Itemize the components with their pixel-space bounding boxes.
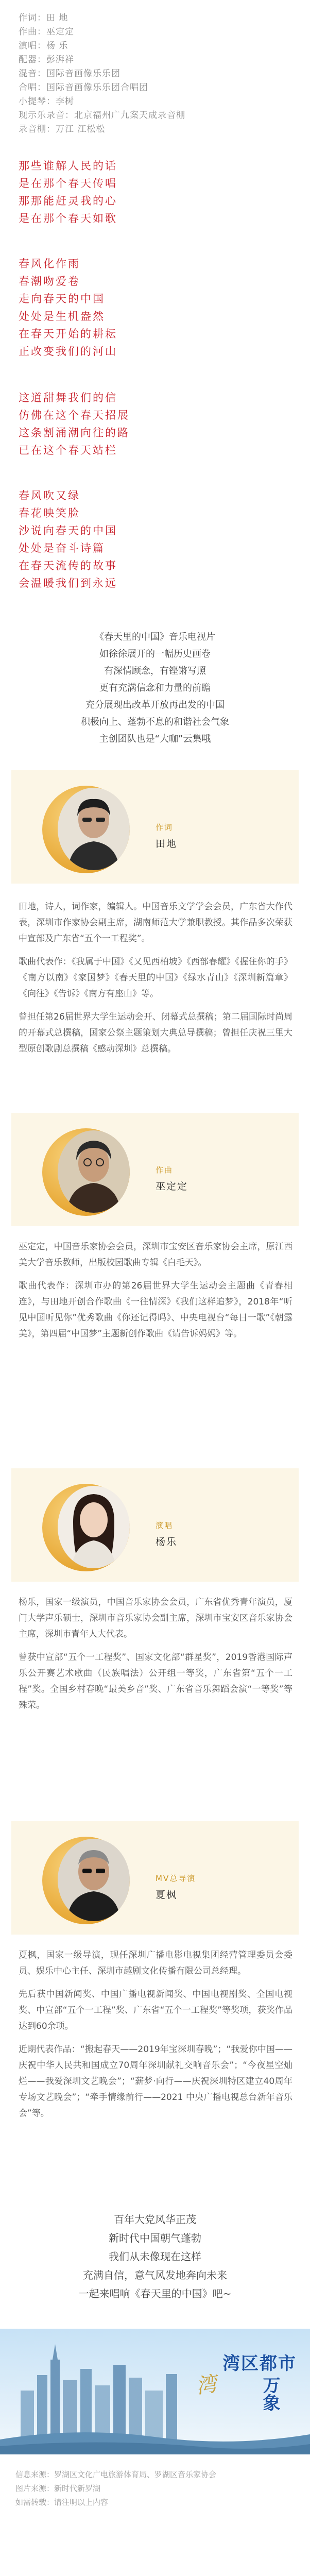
song-credits	[19, 11, 286, 137]
lyric-line: 会温暖我们到永远	[19, 577, 117, 589]
portrait-icon	[58, 1839, 130, 1921]
credit-line: 配器：彭湃祥	[19, 55, 74, 65]
person-name: 杨乐	[156, 1536, 178, 1548]
lyric-line: 沙说向春天的中国	[19, 524, 117, 537]
lyric-line: 处处是生机盎然	[19, 310, 105, 323]
portrait-icon	[58, 788, 130, 870]
lyric-line: 在春天流传的故事	[19, 560, 117, 572]
lyric-line: 是在那个春天如歌	[19, 212, 117, 225]
closing-line: 一起来唱响《春天里的中国》吧~	[78, 2287, 232, 2300]
bio-paragraph: 歌曲代表作：深圳市办的第26届世界大学生运动会主题曲《青春相连》，与田地开创合作歌曲《一往情深》《我们这样追梦》，2018年“听见中国听见你”优秀歌曲《你还记得吗》、中央电视台“每日一歌”《朝露美》，第四届“中国梦”主题新创作歌曲《请告诉妈妈》等。	[19, 1281, 292, 1339]
avatar	[58, 788, 130, 870]
lyrics-stanza-4	[19, 487, 286, 592]
credit-line: 混音：国际音画像乐乐团	[19, 69, 120, 79]
person-name: 巫定定	[156, 1181, 188, 1192]
credit-line: 现示乐录音：北京福州广九案天成录音棚	[19, 110, 185, 121]
person-role: MV总导演	[156, 1874, 196, 1883]
lyrics-stanza-3	[19, 389, 286, 459]
person-card-lyricist	[11, 770, 299, 884]
lyric-line: 那些谁解人民的话	[19, 160, 117, 172]
mv-intro	[0, 629, 310, 748]
person-card-singer	[11, 1468, 299, 1582]
bio-paragraph: 曾获中宣部“五个一工程奖”、国家文化部“群星奖”，2019香港国际声乐公开赛艺术歌曲（民族唱法）公开组一等奖，广东省第“五个一工程”奖。全国乡村春晚“最美乡音”奖、广东省音乐舞蹈会演“一等奖”等殊荣。	[19, 1652, 292, 1710]
portrait-icon	[58, 1130, 130, 1213]
credit-line: 作词：田 地	[19, 13, 68, 23]
avatar	[58, 1486, 130, 1568]
closing-line: 充满自信，意气风发地奔向未来	[83, 2269, 227, 2281]
credit-line: 小提琴：李树	[19, 96, 74, 107]
closing-line: 我们从未像现在这样	[109, 2250, 201, 2263]
person-bio-composer	[19, 1239, 292, 1349]
lyric-line: 处处是奋斗诗篇	[19, 542, 105, 554]
person-bio-lyricist	[19, 899, 292, 1064]
lyric-line: 春风化作雨	[19, 258, 80, 270]
lyric-line: 春风吹又绿	[19, 489, 80, 502]
footer-repost-note: 如需转载：请注明以上内容	[15, 2498, 109, 2507]
credit-line: 作曲：巫定定	[19, 27, 74, 37]
footer-image-source: 图片来源：新时代新罗湖	[15, 2484, 101, 2493]
intro-line: 如徐徐展开的一幅历史画卷	[99, 649, 211, 659]
closing-line: 百年大党风华正茂	[114, 2213, 196, 2226]
person-role: 作曲	[156, 1165, 174, 1175]
lyric-line: 正改变我们的河山	[19, 345, 117, 358]
banner-title: 湾区都市	[222, 2353, 297, 2374]
person-card-director	[11, 1821, 299, 1935]
person-role: 作词	[156, 823, 174, 832]
lyric-line: 那那能赶灵我的心	[19, 195, 117, 207]
avatar	[58, 1130, 130, 1213]
bio-paragraph: 巫定定，中国音乐家协会会员，深圳市宝安区音乐家协会主席，原江西美大学音乐教师，出版校园歌曲专辑《白毛天》。	[19, 1242, 292, 1268]
intro-line: 更有充满信念和力量的前瞻	[99, 683, 211, 693]
credit-line: 录音棚：万江 江松松	[19, 124, 106, 134]
person-bio-director	[19, 1947, 292, 2129]
closing-line: 新时代中国朝气蓬勃	[109, 2232, 201, 2244]
intro-line: 有深情顾念，有铿锵写照	[104, 666, 206, 676]
bio-paragraph: 田地，诗人，词作家，编辑人。中国音乐文学学会会员，广东省大作代表，深圳市作家协会副主席，湖南师范大学兼职教授。其作品多次荣获中宣部及广东省“五个一工程奖”。	[19, 902, 292, 944]
banner-subtitle: 万象	[260, 2376, 280, 2411]
footer-source: 信息来源：罗湖区文化广电旅游体育局、罗湖区音乐家协会	[15, 2470, 217, 2479]
person-card-composer	[11, 1113, 299, 1226]
lyric-line: 春潮吻爱卷	[19, 275, 80, 287]
intro-line: 充分展现出改革开放再出发的中国	[85, 700, 225, 710]
city-banner-image	[0, 2329, 310, 2454]
lyrics-stanza-1	[19, 157, 286, 227]
article-footer	[15, 2468, 299, 2510]
person-name: 夏枫	[156, 1889, 178, 1901]
closing-lines	[0, 2210, 310, 2303]
lyrics-stanza-2	[19, 255, 286, 360]
bio-paragraph: 杨乐，国家一级演员，中国音乐家协会会员，广东省优秀青年演员，厦门大学声乐硕士，深圳市音乐家协会副主席，深圳市宝安区音乐家协会主席，深圳市青年人大代表。	[19, 1597, 292, 1639]
person-role: 演唱	[156, 1521, 174, 1530]
person-bio-singer	[19, 1595, 292, 1721]
intro-line: 积极向上、蓬勃不息的和谐社会气象	[81, 717, 229, 727]
lyric-line: 这道甜舞我们的信	[19, 392, 117, 404]
lyric-line: 在春天开始的耕耘	[19, 328, 117, 340]
avatar	[58, 1839, 130, 1921]
lyric-line: 仿佛在这个春天招展	[19, 409, 130, 421]
bio-paragraph: 曾担任第26届世界大学生运动会开、闭幕式总撰稿；第二届国际时尚周的开幕式总撰稿，国家公祭主题策划大典总导撰稿；曾担任庆祝三里大型原创歌剧总撰稿《感动深圳》总撰稿。	[19, 1012, 292, 1054]
lyric-line: 走向春天的中国	[19, 293, 105, 305]
lyric-line: 是在那个春天传唱	[19, 177, 117, 190]
bio-paragraph: 歌曲代表作：《我属于中国》《又见西柏坡》《西部春耀》《握住你的手》《南方以南》《家国梦》《春天里的中国》《绿水青山》《深圳新篇章》《向往》《告诉》《南方有座山》等。	[19, 957, 292, 999]
credit-line: 合唱：国际音画像乐乐团合唱团	[19, 82, 148, 93]
credit-line: 演唱：杨 乐	[19, 41, 68, 51]
lyric-line: 这条割涌潮向往的路	[19, 427, 130, 439]
intro-line: 《春天里的中国》音乐电视片	[95, 632, 215, 642]
bio-paragraph: 先后获中国新闻奖、中国广播电视新闻奖、中国电视剧奖、全国电视奖、中宣部“五个一工程”奖、广东省“五个一工程奖”等奖项，获奖作品达到60余项。	[19, 1989, 292, 2031]
banner-accent-glyph: 湾	[194, 2372, 218, 2399]
bio-paragraph: 夏枫，国家一级导演，现任深圳广播电影电视集团经营管理委员会委员、娱乐中心主任、深圳市越剧文化传播有限公司总经理。	[19, 1950, 292, 1976]
lyric-line: 已在这个春天站栏	[19, 444, 117, 456]
person-name: 田地	[156, 838, 178, 850]
lyric-line: 春花映笑脸	[19, 507, 80, 519]
bio-paragraph: 近期代表作品：“搬起春天——2019年宝深圳春晚”；“我爱你中国——庆祝中华人民共和国成立70周年深圳献礼交响音乐会”；“今夜星空灿烂——我爱深圳文艺晚会”；“薪梦·向行——庆祝深圳特区建立40周年专场文艺晚会”；“牵手情缘前行——2021 中央广播电视总台新年音乐会”等。	[19, 2044, 292, 2119]
portrait-icon	[58, 1486, 130, 1568]
intro-line: 主创团队也是“大咖”云集哦	[99, 734, 211, 744]
